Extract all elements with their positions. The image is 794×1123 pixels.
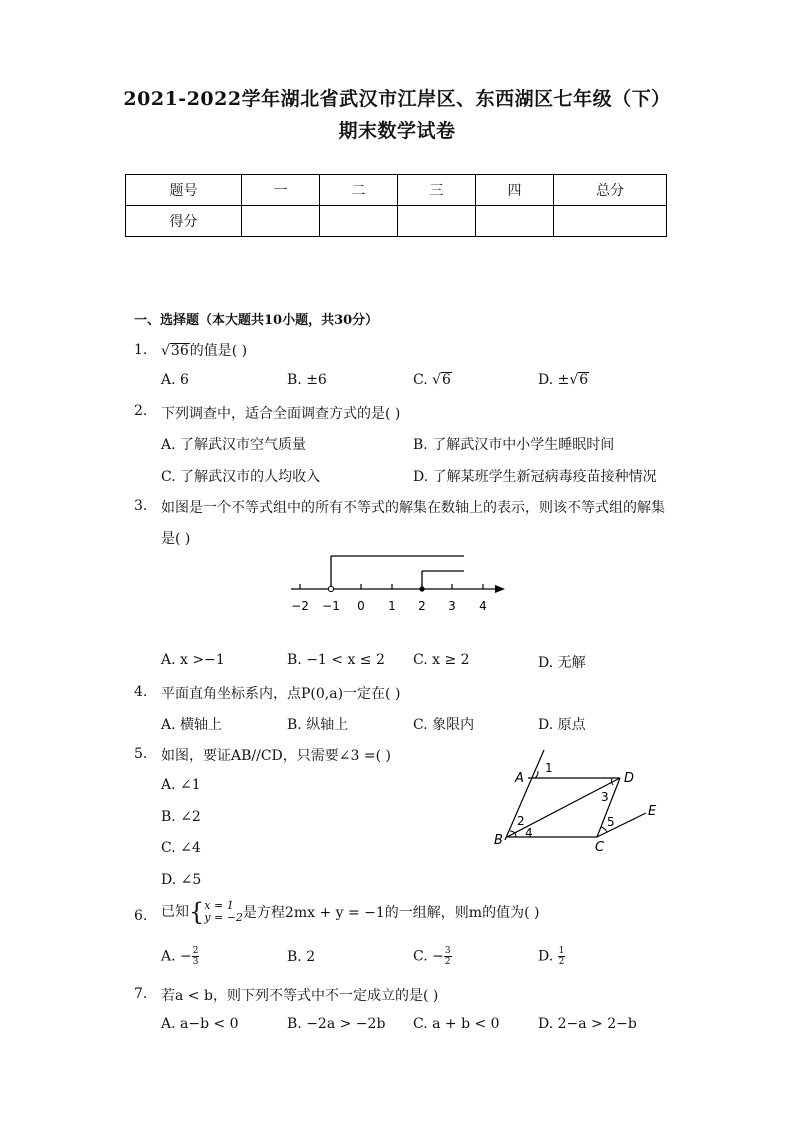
- option-d: D. 无解: [538, 655, 586, 671]
- question-number: 6.: [134, 908, 148, 924]
- question-stem: 如图，要证AB//CD，只需要∠3 =( ): [161, 748, 391, 764]
- option-c: [413, 372, 452, 388]
- score-header-cell: 总分: [554, 175, 667, 206]
- score-header-cell: 一: [242, 175, 320, 206]
- score-table-score-row: [126, 206, 667, 237]
- label-d: D: [624, 771, 635, 786]
- option-a: A. a−b < 0: [161, 1016, 239, 1032]
- angle2-arc-icon: [510, 831, 515, 833]
- option-c: C. 象限内: [413, 717, 475, 733]
- open-dot-icon: [328, 586, 333, 591]
- system-eq-top: x = 1: [204, 899, 234, 912]
- option-a-label: A. −: [161, 948, 192, 965]
- numerator: 2: [192, 946, 199, 956]
- question-number: 7.: [134, 986, 148, 1002]
- exam-title-line2: 期末数学试卷: [338, 120, 456, 142]
- score-table: [125, 174, 667, 237]
- stem-text: 的值是( ): [189, 343, 248, 359]
- denominator: 2: [558, 957, 565, 967]
- option-d: D. ∠5: [161, 872, 202, 888]
- option-b: B. ±6: [287, 372, 327, 388]
- question-stem-cont: 是( ): [161, 531, 191, 547]
- question-stem: 下列调查中，适合全面调查方式的是( ): [161, 406, 401, 422]
- score-header-cell: 题号: [126, 175, 242, 206]
- radicand: 6: [579, 372, 589, 388]
- option-a: A. 了解武汉市空气质量: [161, 437, 307, 453]
- axis-arrow-icon: [495, 585, 505, 593]
- section-heading: 一、选择题（本大题共10小题，共30分）: [134, 313, 379, 328]
- closed-dot-icon: [419, 586, 424, 591]
- option-b: B. ∠2: [161, 809, 201, 825]
- label-b: B: [494, 833, 503, 848]
- stem-prefix: 已知: [161, 904, 189, 920]
- question-number: 1.: [134, 342, 148, 358]
- equation-system: [204, 900, 243, 924]
- radical-sign: √: [432, 372, 442, 388]
- score-header-cell: 三: [398, 175, 476, 206]
- option-d: [538, 946, 565, 967]
- fraction: [444, 946, 452, 967]
- question-stem: 平面直角坐标系内，点P(0,a)一定在( ): [161, 686, 401, 702]
- option-c-label: C.: [413, 372, 433, 388]
- score-cell: [476, 206, 554, 237]
- angle-1-label: 1: [545, 761, 553, 775]
- brace-icon: {: [189, 898, 205, 926]
- score-cell: [242, 206, 320, 237]
- numerator: 3: [444, 946, 451, 956]
- radicand: 36: [170, 343, 189, 359]
- radical-sign: √: [569, 372, 579, 388]
- option-c: C. 了解武汉市的人均收入: [161, 469, 321, 485]
- angle-3-label: 3: [601, 790, 609, 804]
- axis-ticks: [300, 584, 483, 589]
- tick-label: 1: [388, 599, 396, 613]
- numerator: 1: [558, 946, 565, 956]
- option-d-label: D.: [538, 948, 558, 965]
- tick-label: −2: [291, 599, 309, 613]
- question-number: 5.: [134, 746, 148, 762]
- tick-label: 4: [479, 599, 487, 613]
- option-d-label: D. ±: [538, 372, 570, 388]
- option-a: A. x >−1: [161, 652, 225, 668]
- score-table-header-row: [126, 175, 667, 206]
- option-c-label: C. −: [413, 948, 444, 965]
- fraction: [558, 946, 566, 967]
- option-c: C. ∠4: [161, 840, 201, 856]
- option-d: D. 原点: [538, 717, 586, 733]
- angle-4-label: 4: [525, 826, 533, 840]
- system-eq-bottom: y = −2: [204, 911, 243, 924]
- option-b: B. 纵轴上: [287, 717, 349, 733]
- option-a: [161, 946, 199, 967]
- option-c: [413, 946, 452, 967]
- question-number: 4.: [134, 684, 148, 700]
- tick-label: 2: [418, 599, 426, 613]
- option-a: A. ∠1: [161, 777, 201, 793]
- option-a: A. 横轴上: [161, 717, 223, 733]
- tick-label: 0: [357, 599, 365, 613]
- option-d: D. 2−a > 2−b: [538, 1016, 637, 1032]
- tick-label: −1: [322, 599, 340, 613]
- label-e: E: [648, 804, 657, 819]
- option-c: C. a + b < 0: [413, 1016, 500, 1032]
- question-number: 3.: [134, 498, 148, 514]
- option-b: B. −1 < x ≤ 2: [287, 652, 385, 668]
- score-cell: [320, 206, 398, 237]
- option-b: B. 了解武汉市中小学生睡眠时间: [413, 437, 615, 453]
- question-stem: 若a < b，则下列不等式中不一定成立的是( ): [161, 988, 439, 1004]
- option-b: B. 2: [287, 949, 316, 965]
- score-header-cell: 四: [476, 175, 554, 206]
- score-header-cell: 二: [320, 175, 398, 206]
- option-d: [538, 372, 589, 388]
- denominator: 3: [192, 957, 199, 967]
- question-number: 2.: [134, 403, 148, 419]
- denominator: 2: [444, 957, 451, 967]
- question-stem: [161, 340, 247, 360]
- angle-2-label: 2: [517, 814, 525, 828]
- radicand: 6: [442, 372, 451, 388]
- label-c: C: [595, 840, 605, 855]
- score-cell: [554, 206, 667, 237]
- option-c: C. x ≥ 2: [413, 652, 470, 668]
- fraction: [192, 946, 200, 967]
- tick-label: 3: [448, 599, 456, 613]
- question-stem: 如图是一个不等式组中的所有不等式的解集在数轴上的表示，则该不等式组的解集: [161, 500, 665, 516]
- option-a: A. 6: [161, 372, 189, 388]
- label-a: A: [515, 771, 524, 786]
- score-row-label: 得分: [126, 206, 242, 237]
- stem-suffix: 是方程2mx + y = −1的一组解，则m的值为( ): [242, 905, 540, 921]
- option-d: D. 了解某班学生新冠病毒疫苗接种情况: [413, 469, 657, 485]
- exam-title-line1: 2021-2022学年湖北省武汉市江岸区、东西湖区七年级（下）: [123, 88, 671, 110]
- number-line-figure: [285, 548, 515, 618]
- parallelogram-figure: [480, 745, 670, 855]
- option-b: B. −2a > −2b: [287, 1016, 386, 1032]
- question-stem: [161, 900, 539, 924]
- score-cell: [398, 206, 476, 237]
- angle-5-label: 5: [607, 815, 615, 829]
- angle1-arc-icon: [535, 771, 538, 778]
- radical-sign: √: [161, 343, 170, 359]
